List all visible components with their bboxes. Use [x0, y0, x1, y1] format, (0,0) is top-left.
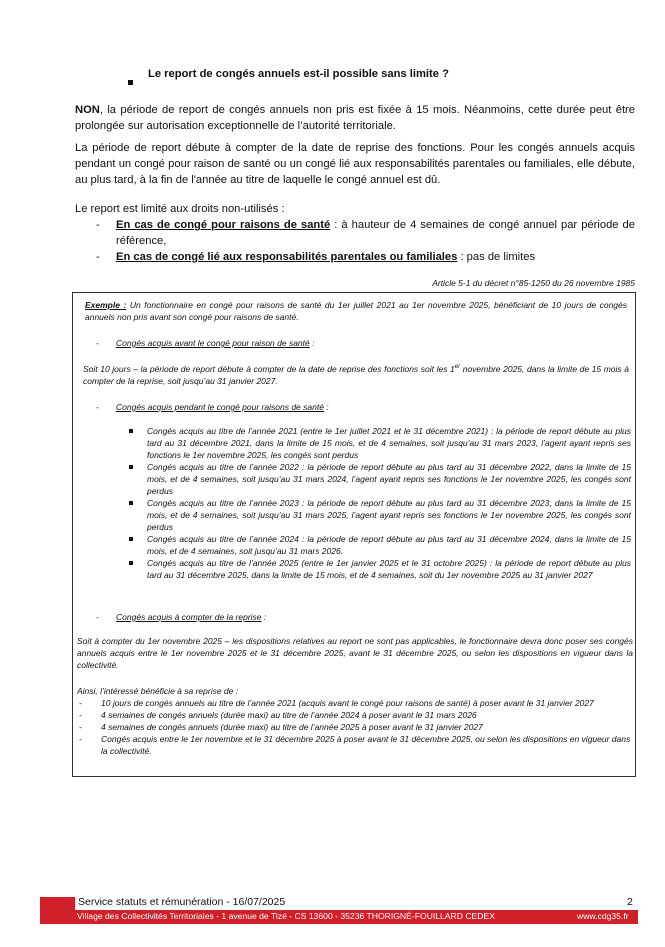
footer-website-link[interactable]: www.cdg35.fr: [577, 911, 629, 921]
summary-intro: Ainsi, l’intéressé bénéficie à sa reprise de :: [77, 686, 239, 696]
paragraph-1: [75, 102, 635, 134]
s2-item: [147, 557, 631, 581]
s3-heading: [116, 611, 266, 623]
limit-item-1-text: : à hauteur de 4 semaines de congé annuel par période de référence,: [116, 219, 635, 247]
footer-red-block: [40, 897, 75, 910]
s2-item-text: Congés acquis au titre de l’année 2021 (entre le 1er juillet 2021 et le 31 décembre 2021) : la période de report débute au plus tard au 31 décembre 2021, dans la limite de 15 mois, et de 4 semaines, soit jusqu’au 31 mars 2023, l’agent ayant repris ses fonctions le 1er novembre 2025, les congés sont perdus: [147, 426, 631, 460]
s2-item-text: Congés acquis au titre de l’année 2025 (entre le 1er janvier 2025 et le 31 octobre 2025) : la période de report débute au plus tard au 31 décembre 2025, dans la limite de 15 mois, et de 4 semaines, soit du 1er novembre 2025 au 31 janvier 2027: [147, 558, 631, 580]
summary-item-text: 4 semaines de congés annuels (durée maxi) au titre de l’année 2024 à poser avant le 31 mars 2026: [101, 710, 477, 720]
limit-item-2-title: En cas de congé lié aux responsabilités parentales ou familiales: [116, 251, 458, 263]
s2-item: [147, 425, 631, 461]
s1-title: Congés acquis avant le congé pour raison de santé: [116, 338, 310, 348]
paragraph-3-intro: Le report est limité aux droits non-utilisés :: [75, 203, 285, 215]
s1-colon: :: [309, 338, 315, 348]
s3-colon: :: [261, 612, 267, 622]
s1-heading: [116, 337, 314, 349]
s2-item: [147, 533, 631, 557]
summary-item-text: 4 semaines de congés annuels (durée maxi) au titre de l’année 2025 à poser avant le 31 janvier 2027: [101, 722, 483, 732]
example-box: [72, 292, 636, 777]
s2-dash: -: [96, 402, 99, 412]
heading-bullet: [128, 72, 133, 90]
paragraph-2: La période de report débute à compter de la date de reprise des fonctions. Pour les congés annuels acquis pendant un congé pour raison de santé ou un congé lié aux responsabilités parentales ou familiales, elle débute, au plus tard, à la fin de l'année au titre de laquelle le congé annuel est dû.: [75, 142, 635, 186]
s1-text-b: novembre 2025, dans la limite de 15 mois à compter de la reprise, soit jusqu’au 31 janvier 2027.: [83, 364, 629, 386]
footer-service: Service statuts et rémunération - 16/07/2025: [78, 896, 286, 908]
summary-item: - 4 semaines de congés annuels (durée maxi) au titre de l’année 2025 à poser avant le 31 janvier 2027: [79, 722, 483, 732]
limit-item-2-text: : pas de limites: [457, 251, 536, 263]
s3-dash: -: [96, 612, 99, 622]
s1-text: Soit 10 jours – la période de report débute à compter de la date de reprise des fonctions soit les 1er novembre 2025, dans la limite de 15 mois à compter de la reprise, soit jusqu’au 31 janvier 2027.: [83, 364, 629, 386]
footer-address: Village des Collectivités Territoriales - 1 avenue de Tizé - CS 13600 - 35236 THORIGNÉ-FOUILLARD CEDEX: [77, 911, 495, 921]
s2-item-text: Congés acquis au titre de l’année 2022 : la période de report débute au plus tard au 31 décembre 2022, dans la limite de 15 mois, et de 4 semaines, soit jusqu’au 31 mars 2024, l’agent ayant repris ses fonctions le 1er novembre 2025, les congés sont perdus: [147, 462, 631, 496]
section-heading: Le report de congés annuels est-il possible sans limite ?: [148, 68, 449, 80]
limit-item-1: [116, 217, 635, 249]
dash-1: -: [96, 219, 100, 231]
limit-item-2: [116, 249, 635, 265]
summary-item: - 4 semaines de congés annuels (durée maxi) au titre de l’année 2024 à poser avant le 31 mars 2026: [79, 710, 477, 720]
footer-page-number: 2: [627, 896, 633, 908]
s2-title: Congés acquis pendant le congé pour raisons de santé: [116, 402, 324, 412]
s2-item: [147, 497, 631, 533]
summary-item: - Congés acquis entre le 1er novembre et le 31 décembre 2025 à poser avant le 31 décembre 2025, ou selon les dispositions en vigueur dans la collectivité.: [79, 734, 631, 756]
s1-dash: -: [96, 338, 99, 348]
dash-2: -: [96, 251, 100, 263]
s2-item-text: Congés acquis au titre de l’année 2023 : la période de report débute au plus tard au 31 décembre 2023, dans la limite de 15 mois, et de 4 semaines, soit jusqu’au 31 mars 2025, l’agent ayant repris ses fonctions le 1er novembre 2025, les congés sont perdus: [147, 498, 631, 532]
paragraph-1-bold: NON: [75, 104, 100, 116]
s2-item: [147, 461, 631, 497]
s3-title: Congés acquis à compter de la reprise: [116, 612, 262, 622]
summary-item-text: 10 jours de congés annuels au titre de l’année 2021 (acquis avant le congé pour raisons de santé) à poser avant le 31 janvier 2027: [101, 698, 594, 708]
summary-item-text: Congés acquis entre le 1er novembre et le 31 décembre 2025 à poser avant le 31 décembre 2025, ou selon les dispositions en vigueur dans la collectivité.: [101, 734, 631, 756]
summary-item: - 10 jours de congés annuels au titre de l’année 2021 (acquis avant le congé pour raisons de santé) à poser avant le 31 janvier 2027: [79, 698, 594, 708]
limit-item-1-title: En cas de congé pour raisons de santé: [116, 219, 331, 231]
example-label: Exemple :: [85, 300, 127, 310]
s2-list: [147, 425, 631, 581]
example-intro-text: Un fonctionnaire en congé pour raisons de santé du 1er juillet 2021 au 1er novembre 2025, bénéficiant de 10 jours de congés annuels non pris avant son congé pour raisons de santé.: [85, 300, 627, 322]
citation: Article 5-1 du décret n°85-1250 du 26 novembre 1985: [432, 278, 635, 288]
s1-text-a: Soit 10 jours – la période de report débute à compter de la date de reprise des fonctions soit les 1: [83, 364, 455, 374]
s2-heading: [116, 401, 329, 413]
example-intro: [85, 299, 627, 323]
s2-item-text: Congés acquis au titre de l’année 2024 : la période de report débute au plus tard au 31 décembre 2024, dans la limite de 15 mois, et de 4 semaines, soit jusqu’au 31 mars 2026.: [147, 534, 631, 556]
s2-colon: :: [323, 402, 329, 412]
summary-list: [79, 697, 635, 757]
paragraph-1-text: , la période de report de congés annuels non pris est fixée à 15 mois. Néanmoins, cette durée peut être prolongée sur autorisation exceptionnelle de l’autorité territoriale.: [75, 104, 635, 132]
s3-text: Soit à compter du 1er novembre 2025 – les dispositions relatives au report ne sont pas applicables, le fonctionnaire devra donc poser ses congés annuels acquis entre le 1er novembre 2025 et le 31 décembre 2025, avant le 31 décembre 2025, ou selon les dispositions en vigueur dans la collectivité.: [77, 636, 633, 670]
